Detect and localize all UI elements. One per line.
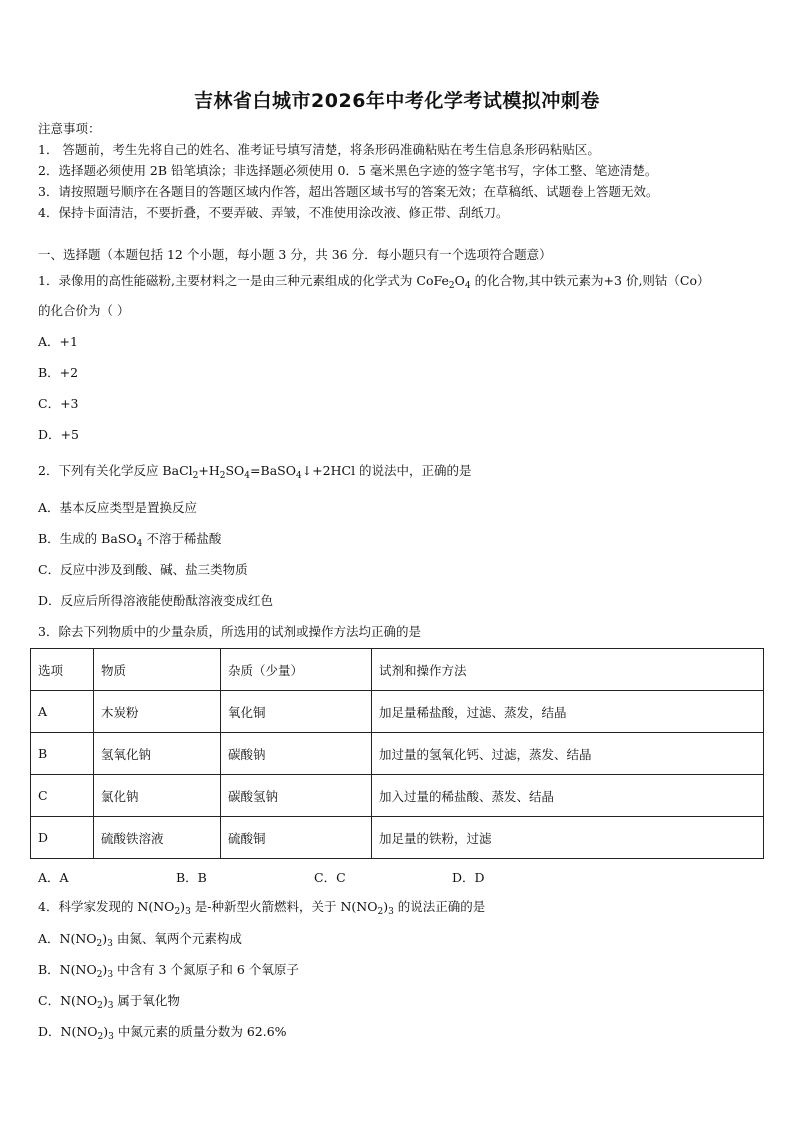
q4-text-d: )	[383, 899, 389, 914]
table-cell: 硫酸铜	[221, 817, 372, 859]
q4-option-d-sub: 2	[97, 1032, 104, 1042]
notice-item-3: 3．请按照题号顺序在各题目的答题区域内作答，超出答题区域书写的答案无效；在草稿纸、试题卷上答题无效。	[38, 184, 659, 199]
notice-item-4: 4．保持卡面清洁，不要折叠，不要弄破、弄皱，不准使用涂改液、修正带、刮纸刀。	[38, 205, 509, 220]
table-cell: 碳酸氢钠	[221, 775, 372, 817]
table-row	[31, 775, 764, 817]
notice-item-1: 1． 答题前，考生先将自己的姓名、准考证号填写清楚，将条形码准确粘贴在考生信息条形码粘贴区。	[38, 142, 600, 157]
q4-option-d: D．$N(NO_2)_3$ 中氮元素的质量分数为 62.6%	[38, 1024, 287, 1042]
q4-option-a-post: 由氮、氧两个元素构成	[112, 931, 242, 946]
table-cell: 碳酸钠	[221, 733, 372, 775]
notice-item-2: 2．选择题必须使用 2B 铅笔填涂；非选择题必须使用 0．5 毫米黑色字迹的签字笔书写，字体工整、笔迹清楚。	[38, 163, 658, 178]
q1-text-a: 1．录像用的高性能磁粉,主要材料之一是由三种元素组成的化学式为 CoFe	[38, 273, 449, 288]
table-cell: 氢氧化钠	[94, 733, 221, 775]
q4-option-c-sub: 2	[97, 1001, 103, 1011]
q4-option-c-pre: C．N(NO	[38, 993, 98, 1008]
q4-option-b-post: 中含有 3 个氮原子和 6 个氧原子	[113, 962, 299, 977]
q4-option-b: B．$N(NO_2)_3$ 中含有 3 个氮原子和 6 个氧原子	[38, 962, 299, 980]
question-1-stem	[38, 273, 710, 289]
table-header-cell: 试剂和操作方法	[372, 649, 764, 691]
q3-answer-a: A．A	[38, 870, 69, 885]
table-header-cell: 杂质（少量）	[221, 649, 372, 691]
q4-sub-3: 2	[377, 907, 384, 917]
q4-option-d-post: 中氮元素的质量分数为 62.6%	[113, 1024, 287, 1039]
table-header-row	[31, 649, 764, 691]
table-cell: 加入过量的稀盐酸、蒸发、结晶	[372, 775, 764, 817]
q4-text-b: )	[180, 899, 186, 914]
q2-sub-4: 4	[295, 471, 302, 481]
q4-option-b-pre: B．N(NO	[38, 962, 97, 977]
table-cell: 氯化钠	[94, 775, 221, 817]
q1-option-c: C．+3	[38, 396, 79, 411]
q1-option-d: D．+5	[38, 427, 79, 442]
table-cell: D	[31, 817, 94, 859]
q4-option-b-sub3: 3	[107, 970, 114, 980]
q2-option-c: C．反应中涉及到酸、碱、盐三类物质	[38, 562, 248, 577]
table-cell: C	[31, 775, 94, 817]
question-1-stem-line2: 的化合价为（ ）	[38, 303, 130, 318]
table-cell: 加足量稀盐酸，过滤、蒸发，结晶	[372, 691, 764, 733]
section-heading: 一、选择题（本题包括 12 个小题，每小题 3 分，共 36 分．每小题只有一个选项符合题意）	[38, 247, 552, 262]
notice-heading: 注意事项：	[38, 121, 101, 136]
q4-option-b-sub: 2	[96, 970, 103, 980]
table-row	[31, 817, 764, 859]
q2-sub-2: 2	[219, 471, 226, 481]
q3-answer-d: D．D	[452, 870, 485, 885]
q2-option-a: A．基本反应类型是置换反应	[38, 500, 198, 515]
q1-option-b: B．+2	[38, 365, 79, 380]
table-cell: 木炭粉	[94, 691, 221, 733]
q4-sub-4: 3	[388, 907, 394, 917]
table-row	[31, 691, 764, 733]
q3-answer-c: C．C	[314, 870, 346, 885]
q2-option-b-tail: 不溶于稀盐酸	[142, 531, 222, 546]
q4-option-c-sub3: 3	[107, 1001, 114, 1011]
table-header-cell: 选项	[31, 649, 94, 691]
q2-option-b-sub: 4	[136, 539, 143, 549]
q4-option-d-sub3: 3	[108, 1032, 114, 1042]
q2-text-d: =BaSO	[250, 463, 296, 478]
q4-sub-2: 3	[185, 907, 191, 917]
q4-option-a-sub: 2	[96, 939, 103, 949]
q4-sub-1: 2	[174, 907, 181, 917]
table-cell: 加足量的铁粉，过滤	[372, 817, 764, 859]
q2-text-c: SO	[225, 463, 245, 478]
q2-option-d: D．反应后所得溶液能使酚酞溶液变成红色	[38, 593, 274, 608]
q4-text-e: 的说法正确的是	[393, 899, 486, 914]
q4-option-a-pre: A．N(NO	[38, 931, 97, 946]
q1-text-c: 的化合物,其中铁元素为+3 价,则钴（Co）	[470, 273, 710, 288]
q4-option-c: C．$N(NO_2)_3$ 属于氧化物	[38, 993, 180, 1011]
q2-text-b: +H	[198, 463, 220, 478]
q2-option-b-text: B．生成的 BaSO	[38, 531, 137, 546]
table-row	[31, 733, 764, 775]
table-cell: 加过量的氢氧化钙、过滤，蒸发、结晶	[372, 733, 764, 775]
q2-text-e: ↓+2HCl 的说法中，正确的是	[301, 463, 472, 478]
q1-sub-1: 2	[448, 281, 455, 291]
q2-text-a: 2．下列有关化学反应 BaCl	[38, 463, 193, 478]
table-cell: 氧化铜	[221, 691, 372, 733]
table-header-cell: 物质	[94, 649, 221, 691]
question-4-stem	[38, 899, 485, 915]
q1-text-b: O	[454, 273, 465, 288]
page-title: 吉林省白城市2026年中考化学考试模拟冲刺卷	[194, 90, 600, 112]
q2-option-b	[38, 531, 221, 547]
q4-text-c: 是-种新型火箭燃料，关于 N(NO	[190, 899, 378, 914]
q4-option-d-pre: D．N(NO	[38, 1024, 98, 1039]
q3-answer-b: B．B	[176, 870, 207, 885]
question-3-stem: 3．除去下列物质中的少量杂质，所选用的试剂或操作方法均正确的是	[38, 624, 421, 639]
q4-option-a: A．$N(NO_2)_3$ 由氮、氧两个元素构成	[38, 931, 242, 949]
q2-sub-1: 2	[192, 471, 199, 481]
q2-sub-3: 4	[244, 471, 251, 481]
q4-text-a: 4．科学家发现的 N(NO	[38, 899, 175, 914]
q1-option-a: A．+1	[38, 334, 78, 349]
table-cell: 硫酸铁溶液	[94, 817, 221, 859]
q4-option-a-sub3: 3	[107, 939, 113, 949]
question-2-stem	[38, 463, 472, 479]
table-cell: B	[31, 733, 94, 775]
q3-table	[30, 648, 764, 859]
q1-sub-2: 4	[464, 281, 471, 291]
q4-option-c-post: 属于氧化物	[113, 993, 180, 1008]
table-cell: A	[31, 691, 94, 733]
